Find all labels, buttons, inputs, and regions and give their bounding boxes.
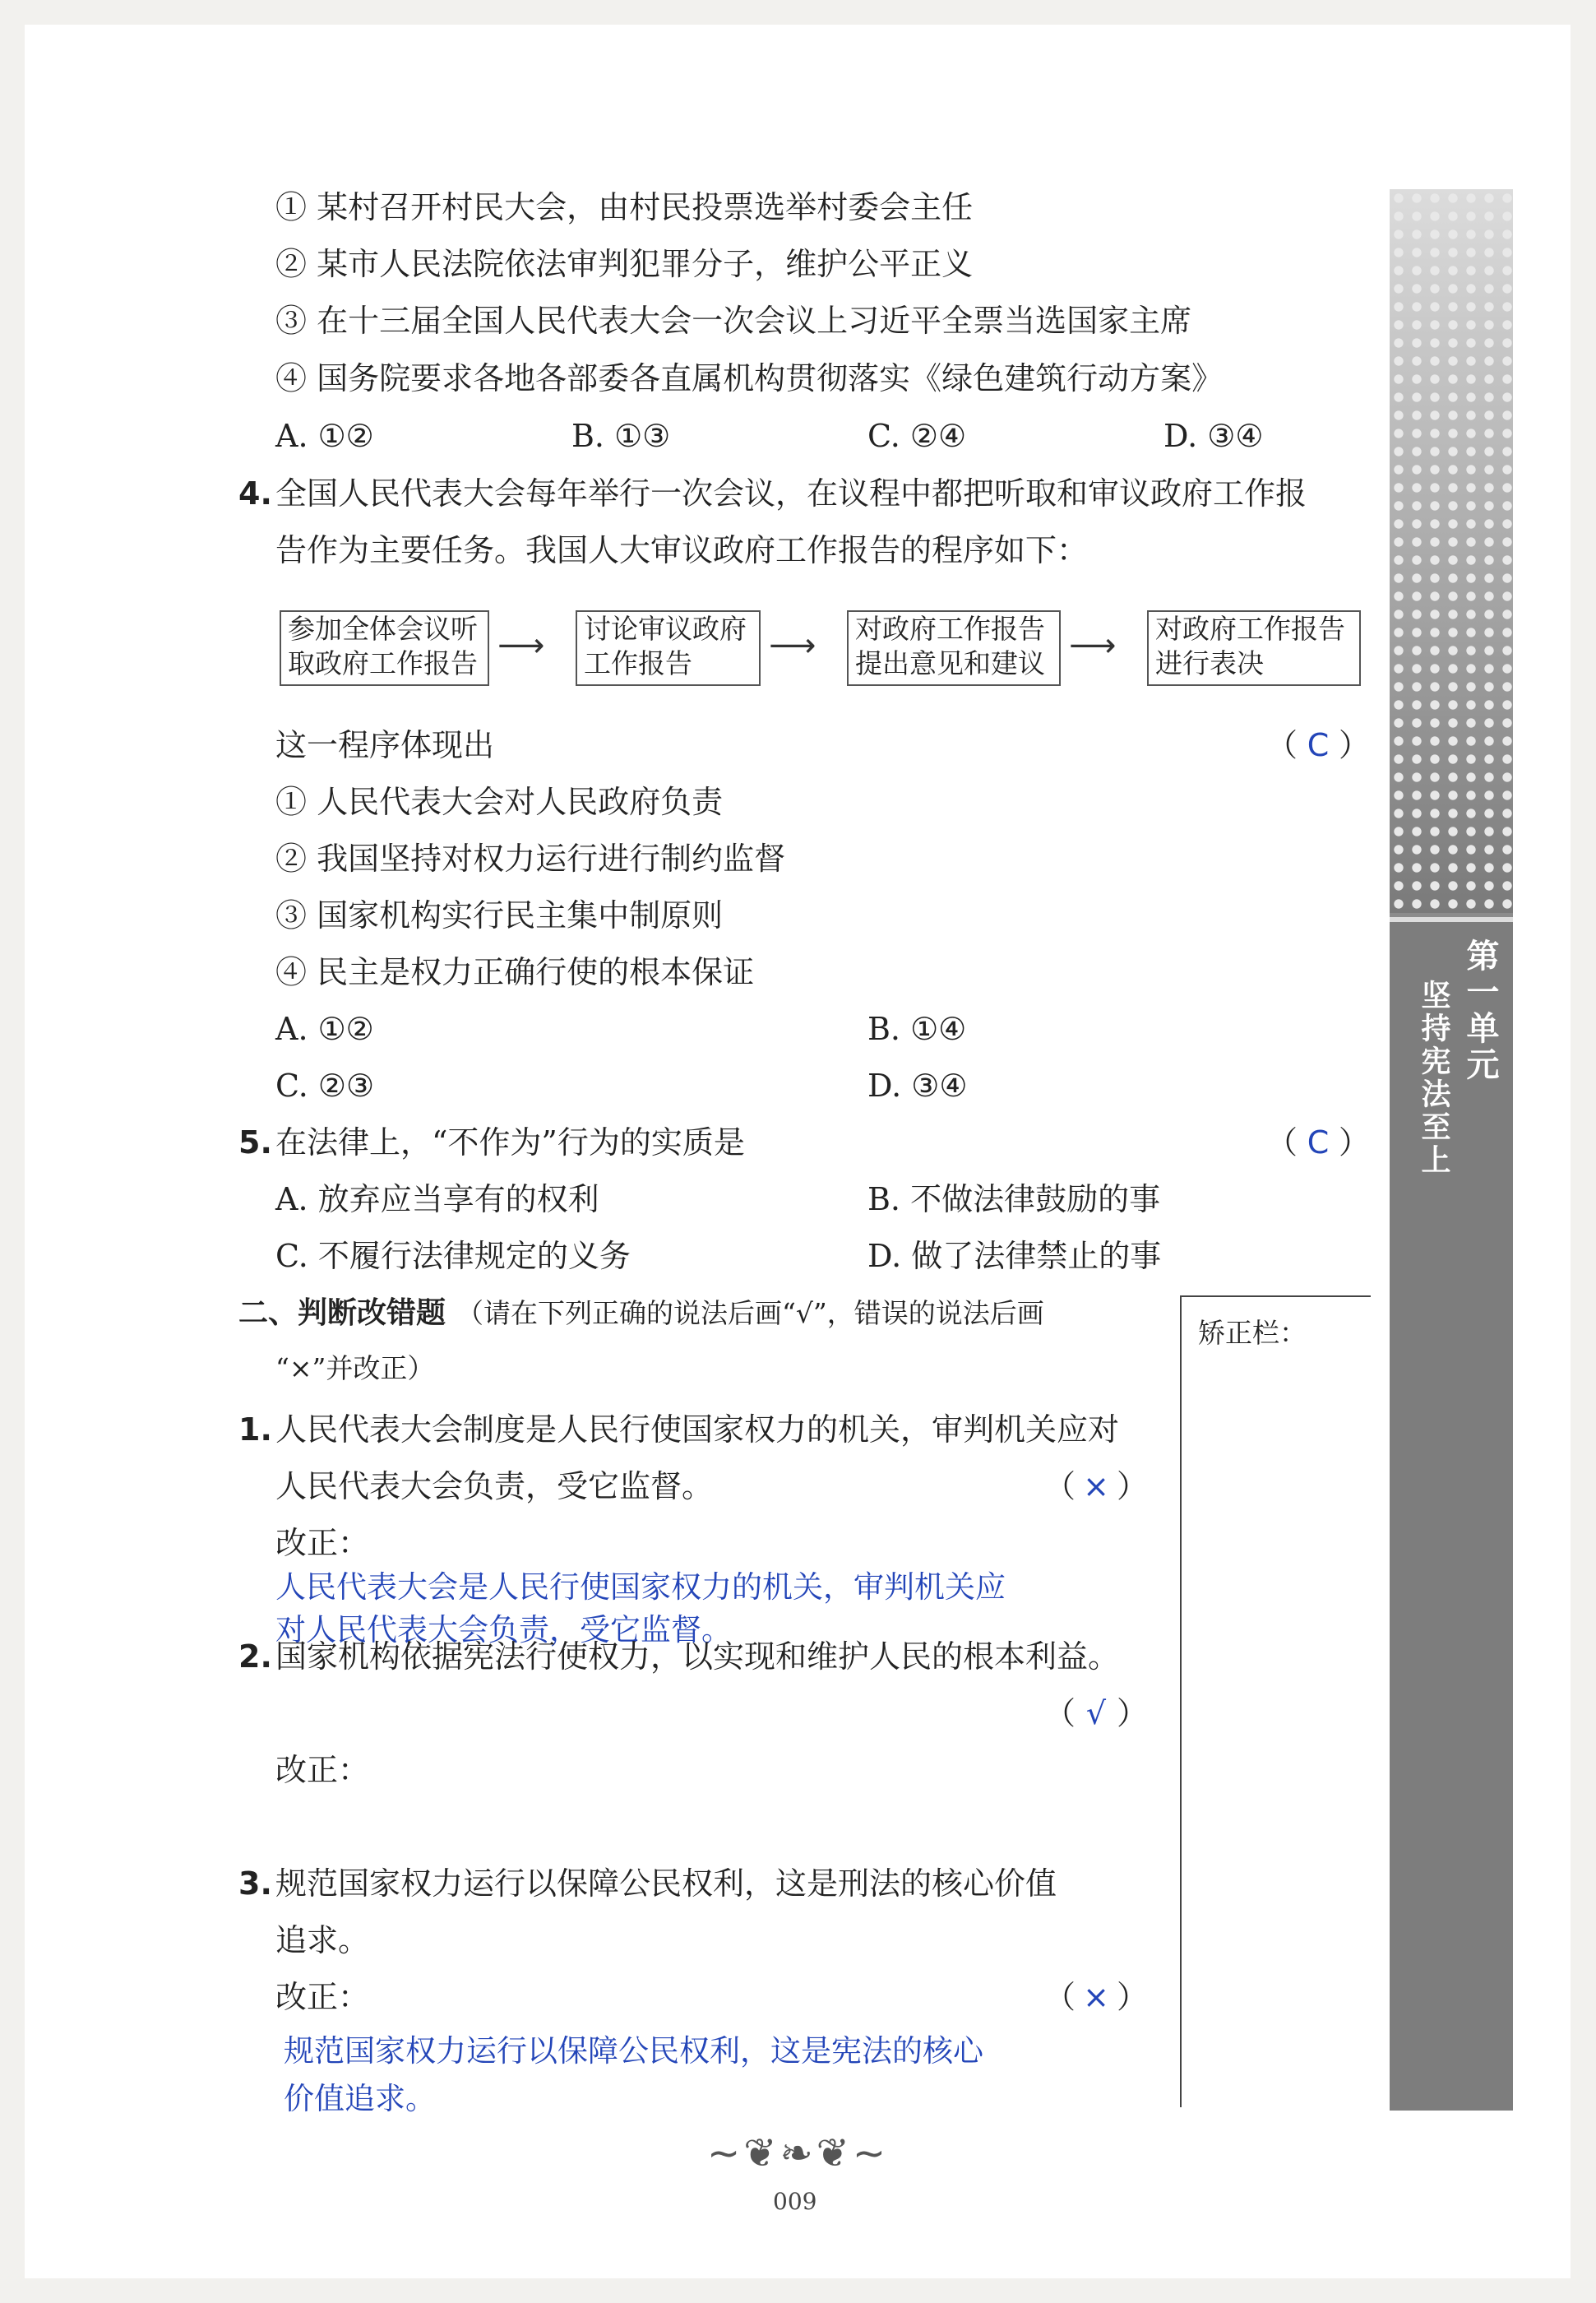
q4-option-3: ③ 国家机构实行民主集中制原则 bbox=[275, 897, 724, 934]
item1-fix-label: 改正： bbox=[275, 1525, 370, 1561]
flow-step-2-line2: 工作报告 bbox=[584, 647, 692, 679]
q3-option-4: ④ 国务院要求各地各部委各直属机构贯彻落实《绿色建筑行动方案》 bbox=[275, 360, 1224, 396]
q5-answer-slot bbox=[1266, 1123, 1370, 1162]
item2-line1: 国家机构依据宪法行使权力，以实现和维护人民的根本利益。 bbox=[275, 1638, 1120, 1675]
correction-column bbox=[1180, 1295, 1371, 2107]
section2-instruction-line1: （请在下列正确的说法后画“√”，错误的说法后画 bbox=[456, 1297, 1044, 1329]
q3-option-2: ② 某市人民法院依法审判犯罪分子，维护公平正义 bbox=[275, 246, 974, 282]
q3-option-3: ③ 在十三届全国人民代表大会一次会议上习近平全票当选国家主席 bbox=[275, 303, 1192, 339]
q5-choice-d: D. 做了法律禁止的事 bbox=[867, 1238, 1162, 1274]
item3-line1: 规范国家权力运行以保障公民权利，这是刑法的核心价值 bbox=[275, 1865, 1057, 1902]
flow-arrow-2: ⟶ bbox=[769, 627, 817, 665]
q4-choice-b: B. ①④ bbox=[867, 1011, 967, 1047]
flow-step-1 bbox=[280, 610, 489, 686]
section2-instruction-line2: “×”并改正） bbox=[275, 1352, 435, 1384]
paren-open: （ bbox=[1266, 727, 1298, 763]
q4-choice-c: C. ②③ bbox=[275, 1068, 375, 1104]
flow-step-3-line1: 对政府工作报告 bbox=[855, 613, 1045, 645]
flow-arrow-3: ⟶ bbox=[1069, 627, 1117, 665]
footer-ornament-icon: ~❦❧❦~ bbox=[707, 2130, 890, 2176]
item1-line1: 人民代表大会制度是人民行使国家权力的机关，审判机关应对 bbox=[275, 1411, 1120, 1448]
item3-mark: × bbox=[1083, 1979, 1109, 2015]
q4-option-4: ④ 民主是权力正确行使的根本保证 bbox=[275, 954, 755, 990]
paren-open: （ bbox=[1044, 1695, 1076, 1731]
q5-number: 5. bbox=[238, 1124, 272, 1161]
q4-answer: C bbox=[1307, 727, 1330, 763]
flow-step-4 bbox=[1147, 610, 1361, 686]
q5-choice-c: C. 不履行法律规定的义务 bbox=[275, 1238, 631, 1274]
paren-close: ） bbox=[1117, 1979, 1149, 2015]
flow-step-4-line1: 对政府工作报告 bbox=[1155, 613, 1345, 645]
item1-answer-slot bbox=[1044, 1467, 1148, 1506]
item2-fix-label: 改正： bbox=[275, 1752, 370, 1788]
sidebar-title-panel bbox=[1390, 917, 1513, 2111]
paren-open: （ bbox=[1266, 1124, 1298, 1161]
item3-fix-label: 改正： bbox=[275, 1979, 370, 2015]
section2-title: 二、判断改错题 bbox=[238, 1296, 446, 1330]
q5-stem: 在法律上，“不作为”行为的实质是 bbox=[275, 1124, 745, 1161]
sidebar-unit: 第一单元 bbox=[1461, 938, 1499, 1083]
q4-choice-d: D. ③④ bbox=[867, 1068, 968, 1104]
q4-option-2: ② 我国坚持对权力运行进行制约监督 bbox=[275, 841, 786, 877]
item3-number: 3. bbox=[238, 1865, 272, 1902]
q4-stem-line2: 告作为主要任务。我国人大审议政府工作报告的程序如下： bbox=[275, 532, 1089, 568]
q4-answer-slot bbox=[1266, 725, 1370, 765]
q4-stem-line1: 全国人民代表大会每年举行一次会议，在议程中都把听取和审议政府工作报 bbox=[275, 475, 1307, 512]
sidebar-dot-pattern bbox=[1390, 189, 1513, 913]
item2-mark: √ bbox=[1085, 1695, 1107, 1731]
q3-choice-a: A. ①② bbox=[275, 418, 374, 454]
q5-choice-b: B. 不做法律鼓励的事 bbox=[867, 1181, 1161, 1217]
item3-fix-line2: 价值追求。 bbox=[284, 2081, 436, 2116]
paren-close: ） bbox=[1117, 1468, 1149, 1504]
item1-line2: 人民代表大会负责，受它监督。 bbox=[275, 1468, 714, 1504]
q4-choice-a: A. ①② bbox=[275, 1011, 374, 1047]
q5-choice-a: A. 放弃应当享有的权利 bbox=[275, 1181, 599, 1217]
item1-fix-line2: 对人民代表大会负责，受它监督。 bbox=[275, 1612, 732, 1647]
q4-prompt: 这一程序体现出 bbox=[275, 727, 495, 763]
flow-step-1-line2: 取政府工作报告 bbox=[288, 647, 478, 679]
sidebar-theme: 坚持宪法至上 bbox=[1417, 980, 1450, 1177]
item2-answer-slot bbox=[1044, 1694, 1148, 1733]
flow-step-4-line2: 进行表决 bbox=[1155, 647, 1264, 679]
flow-step-3 bbox=[847, 610, 1061, 686]
q3-choice-b: B. ①③ bbox=[571, 418, 671, 454]
flow-arrow-1: ⟶ bbox=[497, 627, 545, 665]
q4-option-1: ① 人民代表大会对人民政府负责 bbox=[275, 784, 724, 820]
item1-number: 1. bbox=[238, 1411, 272, 1448]
paren-open: （ bbox=[1044, 1468, 1076, 1504]
item1-mark: × bbox=[1083, 1468, 1109, 1504]
item3-line2: 追求。 bbox=[275, 1922, 370, 1958]
q3-option-1: ① 某村召开村民大会，由村民投票选举村委会主任 bbox=[275, 189, 974, 225]
q3-choice-c: C. ②④ bbox=[867, 418, 967, 454]
paren-close: ） bbox=[1339, 1124, 1371, 1161]
paren-open: （ bbox=[1044, 1979, 1076, 2015]
flow-step-3-line2: 提出意见和建议 bbox=[855, 647, 1045, 679]
item3-answer-slot bbox=[1044, 1977, 1148, 2017]
unit-sidebar bbox=[1390, 189, 1513, 2106]
paren-close: ） bbox=[1117, 1695, 1149, 1731]
item1-fix-line1: 人民代表大会是人民行使国家权力的机关，审判机关应 bbox=[275, 1569, 1006, 1605]
correction-label: 矫正栏： bbox=[1198, 1317, 1307, 1349]
page-number: 009 bbox=[773, 2188, 817, 2215]
flow-step-1-line1: 参加全体会议听 bbox=[288, 613, 478, 645]
flow-step-2 bbox=[576, 610, 761, 686]
paren-close: ） bbox=[1339, 727, 1371, 763]
q4-number: 4. bbox=[238, 475, 272, 512]
item2-number: 2. bbox=[238, 1638, 272, 1675]
item3-fix-line1: 规范国家权力运行以保障公民权利，这是宪法的核心 bbox=[284, 2033, 983, 2069]
flow-step-2-line1: 讨论审议政府 bbox=[584, 613, 747, 645]
q3-choice-d: D. ③④ bbox=[1163, 418, 1264, 454]
q5-answer: C bbox=[1307, 1124, 1330, 1161]
